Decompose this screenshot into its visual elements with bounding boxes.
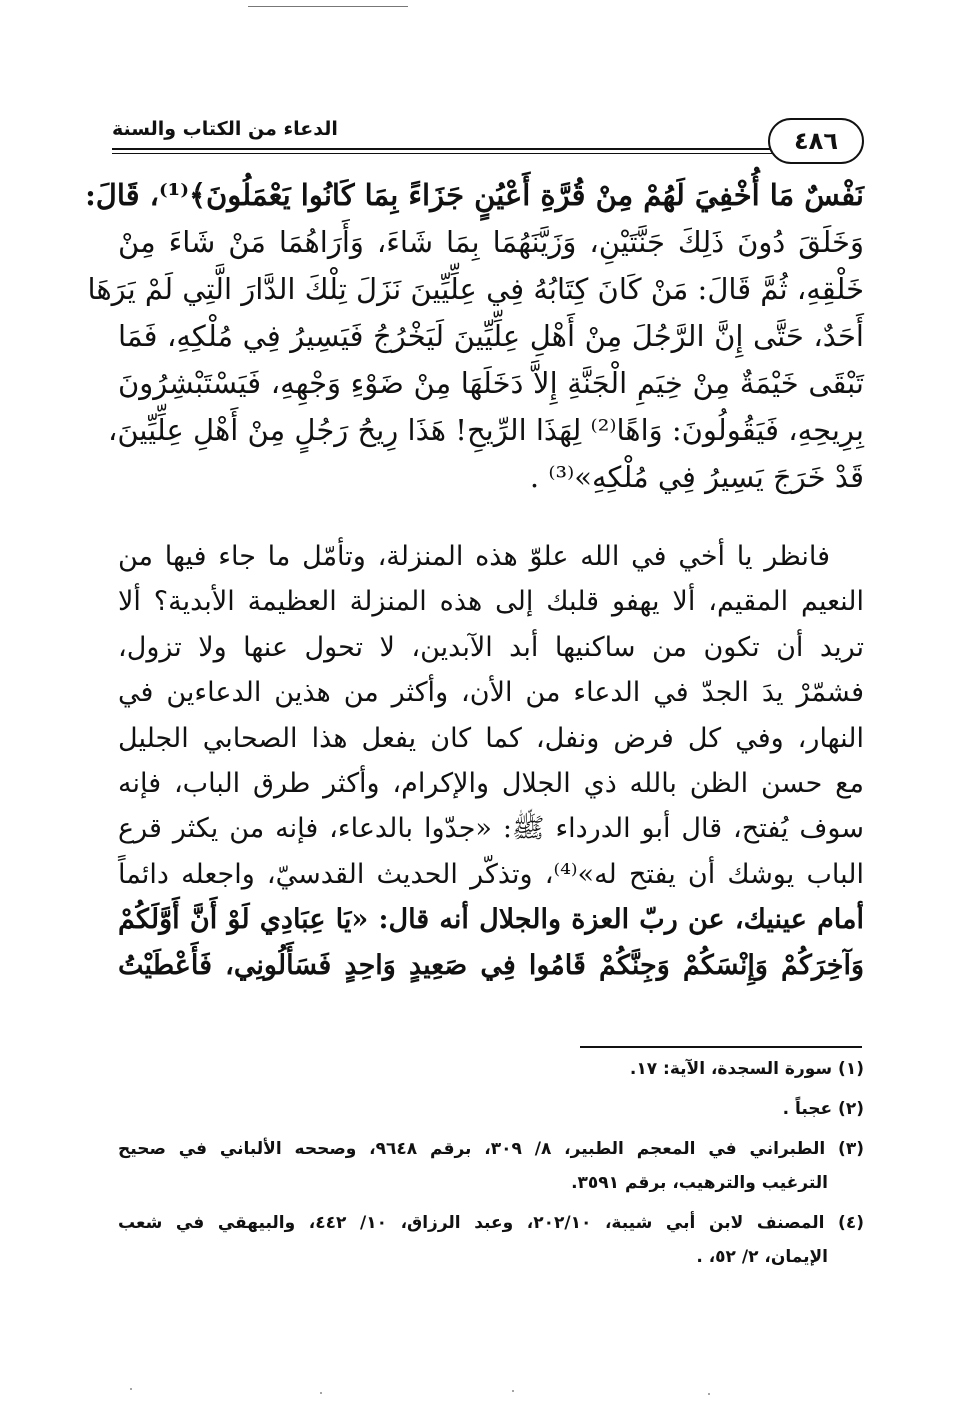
text-line: قَدْ خَرَجَ يَسِيرُ فِي مُلْكِهِ»⁽³⁾ . (529, 460, 864, 494)
top-edge-rule (248, 6, 408, 7)
scan-speck (708, 1393, 710, 1395)
footnote-3: (٣) الطبراني في المعجم الطبير، ٨/ ٣٠٩، برقم ٩٦٤٨، وصححه الألباني في صحيح (118, 1139, 864, 1159)
scan-speck (512, 1390, 514, 1392)
text-line: نَفْسٌ مَا أُخْفِيَ لَهُمْ مِنْ قُرَّةِ أَعْيُنٍ جَزَاءً بِمَا كَانُوا يَعْمَلُونَ﴾⁽¹⁾، قَالَ: (85, 178, 864, 212)
header-rule (112, 148, 782, 150)
text-line: النعيم المقيم، ألا يهفو قلبك إلى هذه المنزلة العظيمة الأبدية؟ ألا (118, 586, 864, 618)
paragraph-commentary (118, 534, 864, 988)
footnote-3-continued: الترغيب والترهيب، برقم ٣٥٩١. (571, 1173, 828, 1193)
text-line: تَبْقَى خَيْمَةٌ مِنْ خِيَمِ الْجَنَّةِ إِلاَّ دَخَلَهَا مِنْ ضَوْءِ وَجْهِهِ، فَيَسْتَبْشِرُونَ (118, 366, 864, 400)
text-line: أَحَدٌ، حَتَّى إِنَّ الرَّجُلَ مِنْ أَهْلِ عِلِّيِّينَ لَيَخْرُجُ فَيَسِيرُ فِي مُلْكِهِ، فَمَا (118, 319, 864, 353)
footnote-4: (٤) المصنف لابن أبي شيبة، ٢٠٢/١٠، وعبد الرزاق، ١٠/ ٤٤٢، والبيهقي في شعب (118, 1213, 864, 1233)
footnote-2: (٢) عجباً . (782, 1099, 864, 1119)
text-line: خَلْقِهِ، ثُمَّ قَالَ: مَنْ كَانَ كِتَابُهُ فِي عِلِّيِّينَ نَزَلَ تِلْكَ الدَّارَ الَّتِي لَمْ يَرَهَا (87, 272, 864, 306)
text-line: مع حسن الظن بالله ذي الجلال والإكرام، وأكثر طرق الباب، فإنه (118, 767, 864, 799)
text-line: سوف يُفتح، قال أبو الدرداء ﷺ: «جدّوا بالدعاء، فإنه من يكثر قرع (118, 813, 864, 845)
text-line: وَخَلَقَ دُونَ ذَلِكَ جَنَّتَيْنِ، وَزَيَّنَهُمَا بِمَا شَاءَ، وَأَرَاهُمَا مَنْ شَاءَ مِنْ (118, 225, 864, 259)
text-line: وَآخِرَكُمْ وَإِنْسَكُمْ وَجِنَّكُمْ قَامُوا فِي صَعِيدٍ وَاحِدٍ فَسَأَلُونِي، فَأَعْطَيْتُ (118, 949, 864, 981)
text-line: تريد أن تكون من ساكنيها أبد الآبدين، لا تحول عنها ولا تزول، (118, 631, 864, 663)
text-line: فانظر يا أخي في الله علوّ هذه المنزلة، وتأمّل ما جاء فيها من (118, 541, 830, 572)
page-header (112, 108, 864, 166)
text-line: النهار، وفي كل فرض ونفل، كما كان يفعل هذا الصحابي الجليل (118, 722, 864, 754)
text-line: الباب يوشك أن يفتح له»⁽⁴⁾، وتذكّر الحديث القدسيّ، واجعله دائماً (118, 858, 864, 890)
running-title: الدعاء من الكتاب والسنة (112, 118, 338, 140)
header-rule-thin (112, 153, 782, 154)
scan-speck (320, 1392, 322, 1394)
footnote-separator (580, 1046, 862, 1048)
scan-speck (130, 1388, 132, 1390)
footnote-1: (١) سورة السجدة، الآية: ١٧. (629, 1059, 864, 1079)
text-line: أمام عينيك، عن ربّ العزة والجلال أنه قال: «يَا عِبَادِي لَوْ أَنَّ أَوَّلَكُمْ (118, 904, 864, 936)
footnotes (118, 1052, 864, 1274)
footnote-4-continued: الإيمان، ٢/ ٥٢، . (696, 1247, 828, 1267)
page-number: ٤٨٦ (794, 127, 838, 155)
text-line: فشمّرْ يدَ الجدّ في الدعاء من الأن، وأكثر من هذين الدعاءين في (118, 677, 864, 709)
page-number-badge (768, 118, 864, 164)
text-line: بِرِيحِهِ، فَيَقُولُونَ: وَاهًا⁽²⁾ لِهَذَا الرِّيحِ! هَذَا رِيحُ رَجُلٍ مِنْ أَهْلِ عِلِّيِّينَ، (107, 413, 864, 447)
paragraph-hadith (85, 172, 864, 501)
